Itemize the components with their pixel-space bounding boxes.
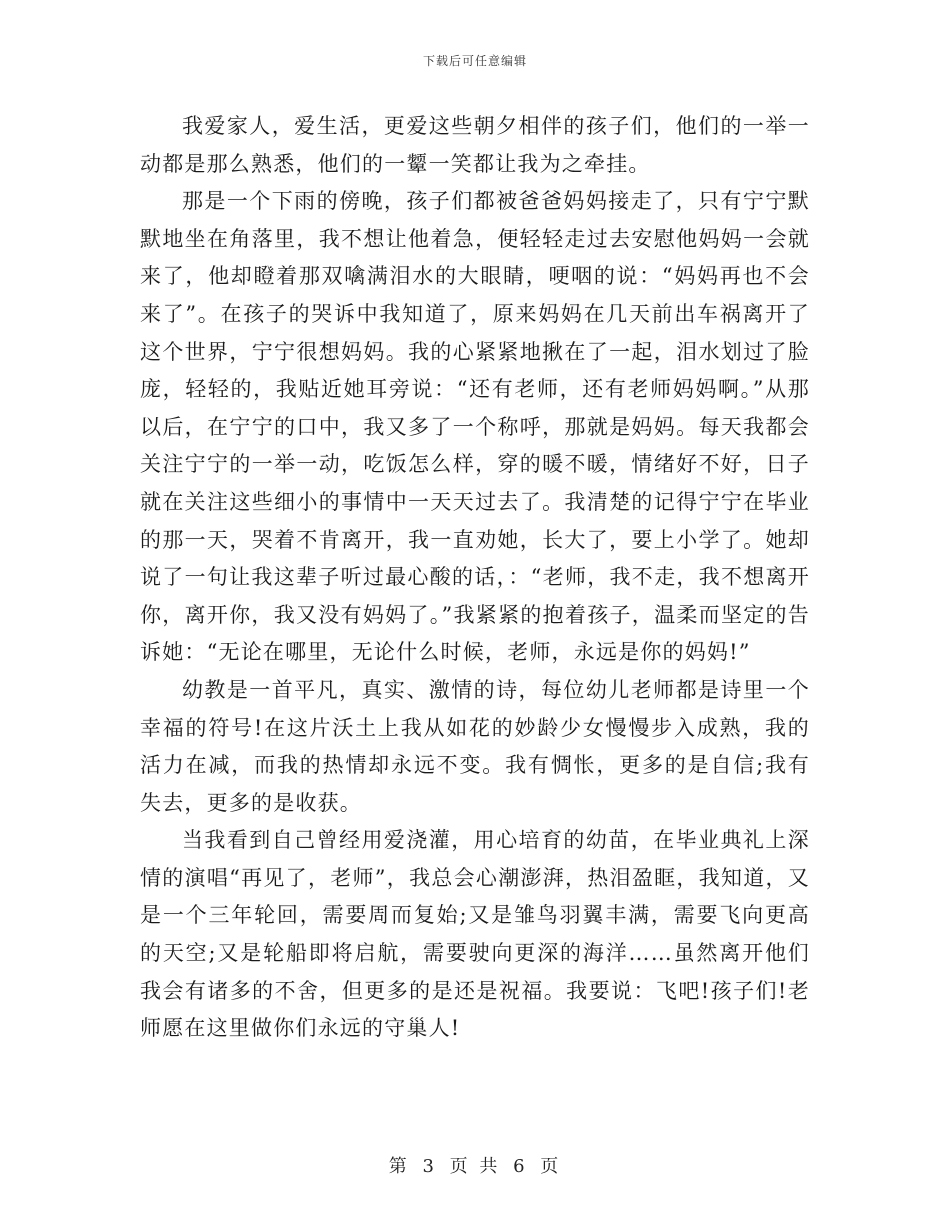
page-footer [0, 1152, 950, 1178]
footer-total-pages: 6 [513, 1156, 528, 1177]
page-header: 下载后可任意编辑 [422, 54, 527, 68]
paragraph-2: 那是一个下雨的傍晚，孩子们都被爸爸妈妈接走了，只有宁宁默默地坐在角落里，我不想让他着急，便轻轻走过去安慰他妈妈一会就来了，他却瞪着那双噙满泪水的大眼睛，哽咽的说：“妈妈再也不会来了”。在孩子的哭诉中我知道了，原来妈妈在几天前出车祸离开了这个世界，宁宁很想妈妈。我的心紧紧地揪在了一起，泪水划过了脸庞，轻轻的，我贴近她耳旁说：“还有老师，还有老师妈妈啊。”从那以后，在宁宁的口中，我又多了一个称呼，那就是妈妈。每天我都会关注宁宁的一举一动，吃饭怎么样，穿的暖不暖，情绪好不好，日子就在关注这些细小的事情中一天天过去了。我清楚的记得宁宁在毕业的那一天，哭着不肯离开，我一直劝她，长大了，要上小学了。她却说了一句让我这辈子听过最心酸的话，：“老师，我不走，我不想离开你，离开你，我又没有妈妈了。”我紧紧的抱着孩子，温柔而坚定的告诉她：“无论在哪里，无论什么时候，老师，永远是你的妈妈!” [140, 189, 810, 665]
paragraph-4: 当我看到自己曾经用爱浇灌，用心培育的幼苗，在毕业典礼上深情的演唱“再见了，老师”，我总会心潮澎湃，热泪盈眶，我知道，又是一个三年轮回，需要周而复始;又是雏鸟羽翼丰满，需要飞向更高的天空;又是轮船即将启航，需要驶向更深的海洋……虽然离开他们我会有诸多的不舍，但更多的是还是祝福。我要说：飞吧!孩子们!老师愿在这里做你们永远的守巢人! [140, 828, 810, 1041]
footer-mid: 页 共 [449, 1156, 501, 1177]
paragraph-3: 幼教是一首平凡，真实、激情的诗，每位幼儿老师都是诗里一个幸福的符号!在这片沃土上我从如花的妙龄少女慢慢步入成熟，我的活力在减，而我的热情却永远不变。我有惆怅，更多的是自信;我有失去，更多的是收获。 [140, 677, 810, 815]
paragraph-1: 我爱家人，爱生活，更爱这些朝夕相伴的孩子们，他们的一举一动都是那么熟悉，他们的一颦一笑都让我为之牵挂。 [140, 114, 810, 176]
footer-current-page: 3 [422, 1156, 437, 1177]
footer-prefix: 第 [388, 1156, 410, 1177]
document-body [140, 108, 810, 1048]
footer-suffix: 页 [540, 1156, 562, 1177]
